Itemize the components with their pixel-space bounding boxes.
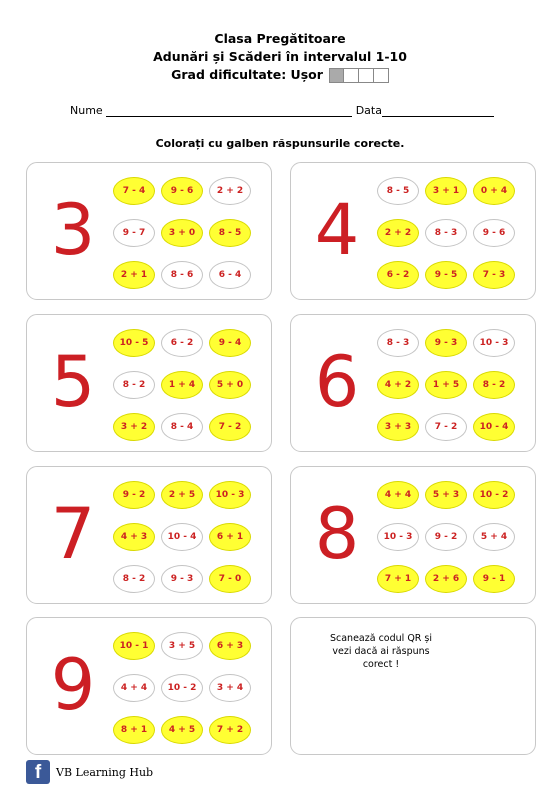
facebook-icon[interactable]: f [26, 760, 50, 784]
difficulty-row [171, 66, 389, 84]
expression-oval[interactable]: 2 + 2 [377, 219, 419, 247]
number-card [290, 162, 536, 300]
number-card [290, 314, 536, 452]
expression-oval[interactable]: 7 + 2 [209, 716, 251, 744]
footer [26, 760, 153, 784]
expression-oval[interactable]: 3 + 0 [161, 219, 203, 247]
expression-oval[interactable]: 9 - 7 [113, 219, 155, 247]
target-number: 5 [50, 341, 96, 423]
expression-oval[interactable]: 3 + 5 [161, 632, 203, 660]
expression-oval[interactable]: 9 - 6 [473, 219, 515, 247]
expression-oval[interactable]: 10 - 3 [377, 523, 419, 551]
expression-oval[interactable]: 5 + 4 [473, 523, 515, 551]
expression-oval[interactable]: 1 + 5 [425, 371, 467, 399]
expression-oval[interactable]: 8 + 1 [113, 716, 155, 744]
expression-oval[interactable]: 10 - 4 [473, 413, 515, 441]
expression-oval[interactable]: 9 - 2 [113, 481, 155, 509]
expression-oval[interactable]: 7 - 0 [209, 565, 251, 593]
expression-oval[interactable]: 5 + 3 [425, 481, 467, 509]
target-number: 9 [50, 644, 96, 726]
expression-oval[interactable]: 8 - 6 [161, 261, 203, 289]
expression-oval[interactable]: 9 - 2 [425, 523, 467, 551]
expression-oval[interactable]: 7 - 4 [113, 177, 155, 205]
expression-oval[interactable]: 10 - 4 [161, 523, 203, 551]
expression-grid [113, 329, 253, 441]
name-label: Nume [70, 104, 103, 117]
date-label: Data [355, 104, 382, 117]
number-card [26, 466, 272, 604]
name-date-row [70, 104, 494, 117]
target-number: 7 [50, 493, 96, 575]
expression-oval[interactable]: 2 + 5 [161, 481, 203, 509]
expression-oval[interactable]: 9 - 1 [473, 565, 515, 593]
qr-message: Scanează codul QR și vezi dacă ai răspuns corect ! [329, 633, 433, 670]
expression-oval[interactable]: 9 - 3 [161, 565, 203, 593]
worksheet-header [0, 30, 560, 84]
expression-oval[interactable]: 4 + 3 [113, 523, 155, 551]
expression-oval[interactable]: 9 - 4 [209, 329, 251, 357]
expression-oval[interactable]: 3 + 2 [113, 413, 155, 441]
number-card [290, 466, 536, 604]
expression-oval[interactable]: 4 + 4 [113, 674, 155, 702]
expression-oval[interactable]: 7 + 1 [377, 565, 419, 593]
expression-oval[interactable]: 7 - 2 [209, 413, 251, 441]
worksheet-title: Adunări și Scăderi în intervalul 1-10 [153, 49, 407, 64]
expression-oval[interactable]: 10 - 5 [113, 329, 155, 357]
expression-oval[interactable]: 8 - 5 [209, 219, 251, 247]
expression-oval[interactable]: 10 - 2 [161, 674, 203, 702]
number-card [26, 617, 272, 755]
expression-oval[interactable]: 4 + 2 [377, 371, 419, 399]
target-number: 4 [314, 189, 360, 271]
expression-oval[interactable]: 3 + 3 [377, 413, 419, 441]
expression-oval[interactable]: 5 + 0 [209, 371, 251, 399]
expression-oval[interactable]: 6 + 3 [209, 632, 251, 660]
expression-oval[interactable]: 4 + 5 [161, 716, 203, 744]
class-title: Clasa Pregătitoare [214, 31, 346, 46]
expression-grid [377, 329, 517, 441]
difficulty-box [329, 68, 344, 83]
expression-oval[interactable]: 6 - 2 [161, 329, 203, 357]
expression-oval[interactable]: 9 - 5 [425, 261, 467, 289]
target-number: 3 [50, 189, 96, 271]
difficulty-box [344, 68, 359, 83]
number-card [26, 314, 272, 452]
expression-oval[interactable]: 1 + 4 [161, 371, 203, 399]
expression-oval[interactable]: 10 - 3 [209, 481, 251, 509]
expression-oval[interactable]: 2 + 6 [425, 565, 467, 593]
expression-oval[interactable]: 3 + 4 [209, 674, 251, 702]
expression-oval[interactable]: 7 - 2 [425, 413, 467, 441]
expression-oval[interactable]: 10 - 3 [473, 329, 515, 357]
date-field[interactable] [382, 105, 494, 117]
expression-grid [113, 632, 253, 744]
expression-oval[interactable]: 8 - 4 [161, 413, 203, 441]
number-card [26, 162, 272, 300]
expression-oval[interactable]: 6 - 4 [209, 261, 251, 289]
expression-grid [377, 177, 517, 289]
difficulty-box [374, 68, 389, 83]
expression-oval[interactable]: 7 - 3 [473, 261, 515, 289]
expression-oval[interactable]: 10 - 2 [473, 481, 515, 509]
instruction-text: Colorați cu galben răspunsurile corecte. [155, 137, 405, 150]
expression-grid [113, 177, 253, 289]
difficulty-box [359, 68, 374, 83]
expression-oval[interactable]: 8 - 2 [473, 371, 515, 399]
expression-oval[interactable]: 6 - 2 [377, 261, 419, 289]
expression-oval[interactable]: 8 - 2 [113, 565, 155, 593]
name-field[interactable] [106, 105, 352, 117]
expression-grid [113, 481, 253, 593]
difficulty-meter [329, 68, 389, 83]
expression-oval[interactable]: 8 - 2 [113, 371, 155, 399]
qr-card [290, 617, 536, 755]
expression-oval[interactable]: 10 - 1 [113, 632, 155, 660]
expression-oval[interactable]: 9 - 3 [425, 329, 467, 357]
expression-oval[interactable]: 3 + 1 [425, 177, 467, 205]
expression-oval[interactable]: 6 + 1 [209, 523, 251, 551]
target-number: 8 [314, 493, 360, 575]
expression-oval[interactable]: 2 + 2 [209, 177, 251, 205]
expression-grid [377, 481, 517, 593]
expression-oval[interactable]: 8 - 3 [425, 219, 467, 247]
expression-oval[interactable]: 9 - 6 [161, 177, 203, 205]
expression-oval[interactable]: 2 + 1 [113, 261, 155, 289]
expression-oval[interactable]: 0 + 4 [473, 177, 515, 205]
expression-oval[interactable]: 4 + 4 [377, 481, 419, 509]
brand-name: VB Learning Hub [56, 765, 154, 779]
expression-oval[interactable]: 8 - 3 [377, 329, 419, 357]
difficulty-label: Grad dificultate: Ușor [171, 67, 323, 82]
expression-oval[interactable]: 8 - 5 [377, 177, 419, 205]
target-number: 6 [314, 341, 360, 423]
